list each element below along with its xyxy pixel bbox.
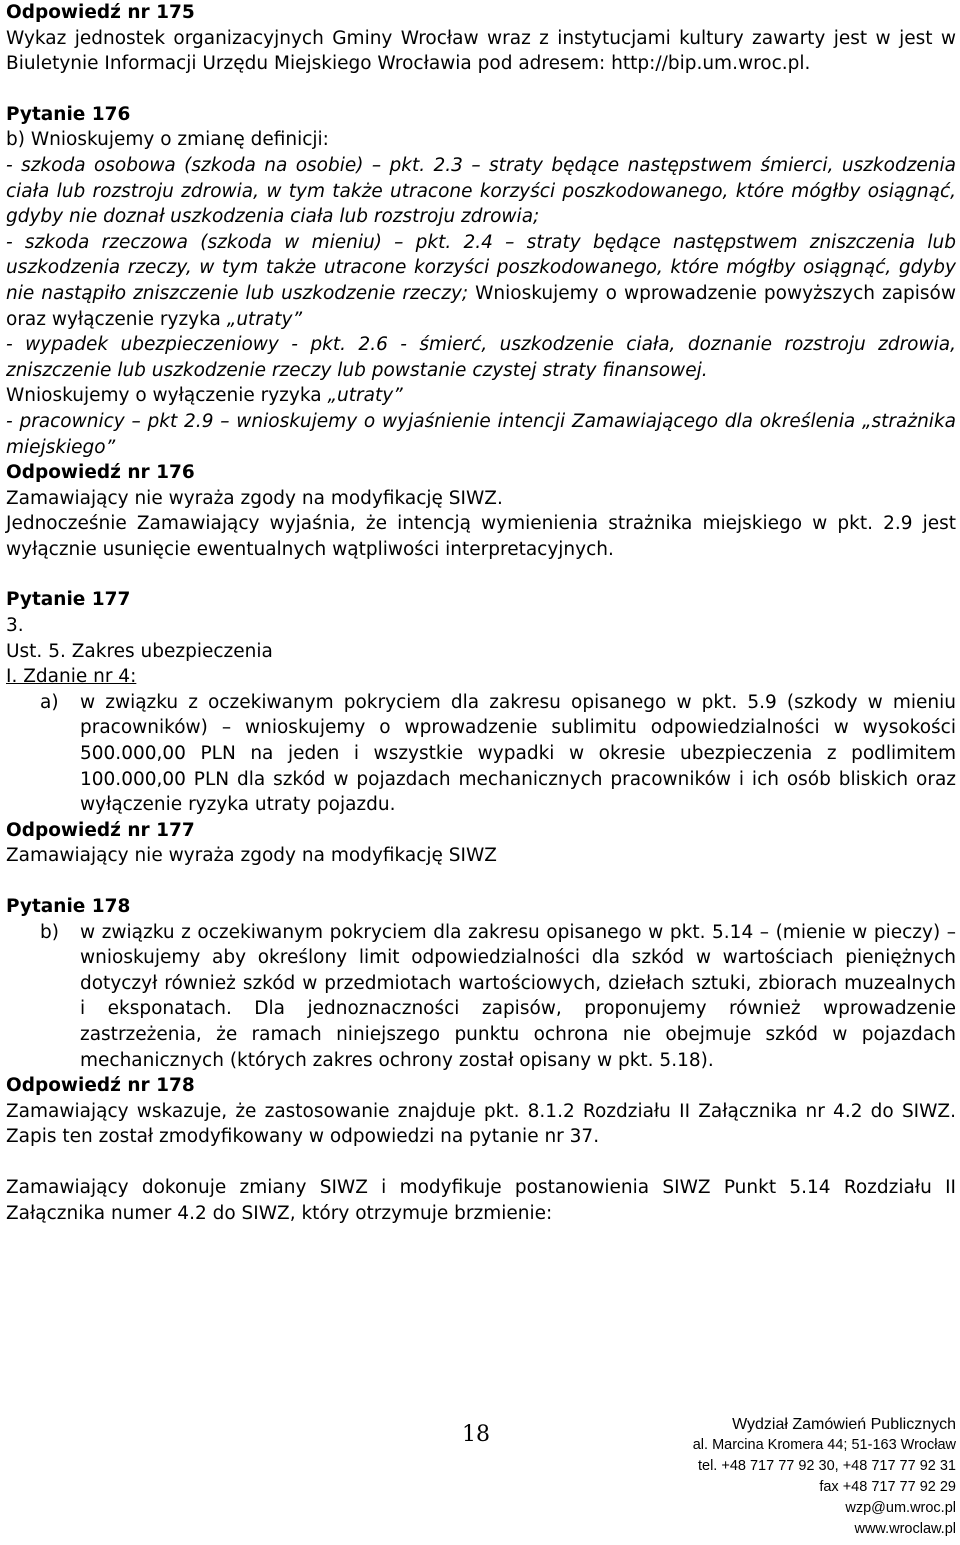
rzeczowa-request: Wnioskujemy o wprowadzenie powyższych zapisów oraz wyłączenie ryzyka [6,282,956,330]
question-177-section: Ust. 5. Zakres ubezpieczenia [6,640,273,662]
rzeczowa-definition: - szkoda rzeczowa (szkoda w mieniu) – pkt. 2.4 – straty będące następstwem zniszczenia lub uszkodzenia rzeczy, w tym także utracone korzyści poszkodowanego, które mógłby osiągnąć, gdyby nie nastąpiło zniszczenie lub uszkodzenie rzeczy; [6,231,956,304]
question-176-item-pracownicy: - pracownicy – pkt 2.9 – wnioskujemy o wyjaśnienie intencji Zamawiającego dla określenia „strażnika miejskiego” [6,410,956,458]
question-177-item-a [6,690,956,818]
item-text: w związku z oczekiwanym pokryciem dla zakresu opisanego w pkt. 5.14 – (mienie w pieczy) – wnioskujemy aby określony limit odpowiedzialności dla szkód w wartościach pieniężnych dotyczył również szkód w przedmiotach wartościowych, dziełach sztuki, zbiorach muzealnych i eksponatach. Dla jednoznaczności zapisów, proponujemy również wprowadzenie zastrzeżenia, że ramach niniejszego punktu ochrona nie obejmuje szkód w pojazdach mechanicznych (których zakres ochrony został opisany w pkt. 5.18). [80,921,956,1071]
item-marker: a) [40,691,59,713]
footer-email[interactable]: wzp@um.wroc.pl [845,1500,956,1516]
answer-178-text-1: Zamawiający wskazuje, że zastosowanie znajduje pkt. 8.1.2 Rozdziału II Załącznika nr 4.2 do SIWZ. Zapis ten został zmodyfikowany w odpowiedzi na pytanie nr 37. [6,1100,956,1148]
answer-175-heading: Odpowiedź nr 175 [6,2,195,23]
question-176-item-rzeczowa [6,230,956,332]
answer-176-text-1: Zamawiający nie wyraża zgody na modyfikację SIWZ. [6,487,503,509]
utraty-request-text: Wnioskujemy o wyłączenie ryzyka [6,385,328,407]
question-177-number: 3. [6,615,24,637]
question-176-heading: Pytanie 176 [6,103,131,125]
footer-address: al. Marcina Kromera 44; 51-163 Wrocław [692,1437,956,1453]
question-178-heading: Pytanie 178 [6,896,131,917]
footer-contact [656,1414,956,1540]
answer-175-text: Wykaz jednostek organizacyjnych Gminy Wrocław wraz z instytucjami kultury zawarty jest w jest w Biuletynie Informacji Urzędu Miejskiego Wrocławia pod adresem: http://bip.um.wroc.pl. [6,27,956,75]
question-177-sentence-label: I. Zdanie nr 4: [6,666,137,688]
item-text: w związku z oczekiwanym pokryciem dla zakresu opisanego w pkt. 5.9 (szkody w mieniu pracowników) – wnioskujemy o wprowadzenie sublimitu odpowiedzialności w wysokości 500.000,00 PLN na jeden i wszystkie wypadki w okresie ubezpieczenia z podlimitem 100.000,00 PLN dla szkód w pojazdach mechanicznych pracowników i ich osób bliskich oraz wyłączenie ryzyka utraty pojazdu. [80,691,956,816]
page-number: 18 [462,1422,490,1447]
answer-178-text-2: Zamawiający dokonuje zmiany SIWZ i modyfikuje postanowienia SIWZ Punkt 5.14 Rozdziału II Załącznika numer 4.2 do SIWZ, który otrzymuje brzmienie: [6,1176,956,1224]
question-177-heading: Pytanie 177 [6,589,131,611]
footer-phone: tel. +48 717 77 92 30, +48 717 77 92 31 [697,1458,956,1474]
question-176-item-wypadek: - wypadek ubezpieczeniowy - pkt. 2.6 - śmierć, uszkodzenie ciała, doznanie rozstroju zdrowia, zniszczenie lub uszkodzenie rzeczy lub powstanie czystej straty finansowej. [6,334,956,381]
answer-178-heading: Odpowiedź nr 178 [6,1075,195,1097]
footer-department: Wydział Zamówień Publicznych [732,1416,956,1433]
utraty-request-term: „utraty” [327,385,403,407]
document-body [6,0,956,1226]
answer-176-heading: Odpowiedź nr 176 [6,462,195,484]
question-176-intro: b) Wnioskujemy o zmianę definicji: [6,129,329,151]
question-178-item-b [6,920,956,1074]
item-marker: b) [40,921,59,943]
answer-176-text-2: Jednocześnie Zamawiający wyjaśnia, że intencją wymienienia strażnika miejskiego w pkt. 2.9 jest wyłącznie usunięcie ewentualnych wątpliwości interpretacyjnych. [6,513,956,560]
answer-177-text: Zamawiający nie wyraża zgody na modyfikację SIWZ [6,845,497,867]
question-176-item-osobowa: - szkoda osobowa (szkoda na osobie) – pkt. 2.3 – straty będące następstwem śmierci, uszkodzenia ciała lub rozstroju zdrowia, w tym także utracone korzyści poszkodowanego, które mógłby osiągnąć, gdyby nie doznał uszkodzenia ciała lub rozstroju zdrowia; [6,154,956,228]
footer-fax: fax +48 717 77 92 29 [819,1479,956,1495]
question-176-utraty-request [6,383,956,409]
footer-website[interactable]: www.wroclaw.pl [854,1521,956,1537]
rzeczowa-utraty: „utraty” [226,308,303,330]
answer-177-heading: Odpowiedź nr 177 [6,819,195,841]
